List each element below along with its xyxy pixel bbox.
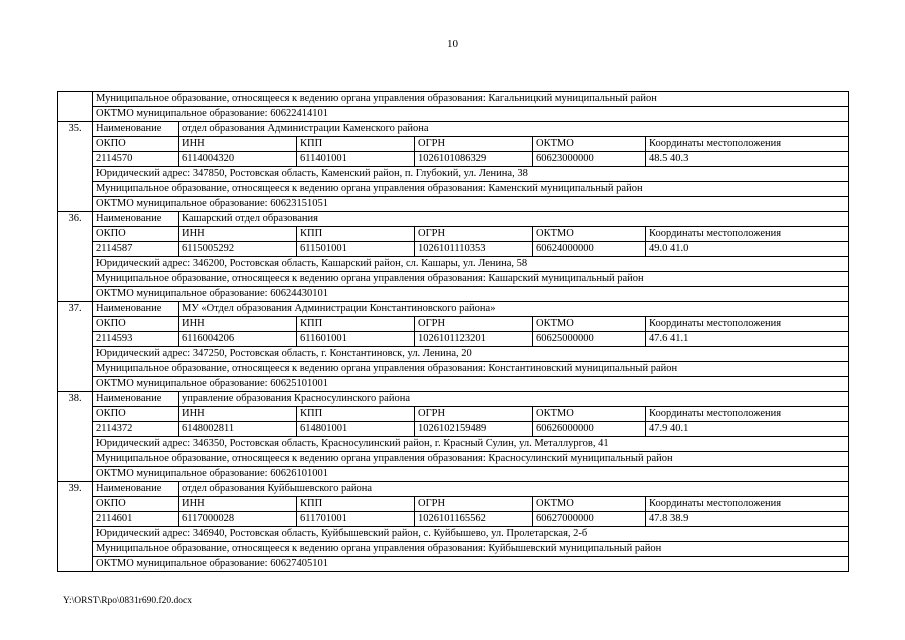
okpo-header: ОКПО bbox=[93, 317, 179, 332]
name-label: Наименование bbox=[93, 302, 179, 317]
coords-header: Координаты местоположения bbox=[646, 497, 849, 512]
inn-value: 6115005292 bbox=[179, 242, 297, 257]
table-row bbox=[58, 362, 849, 377]
org-name: отдел образования Администрации Каменского района bbox=[179, 122, 849, 137]
table-row bbox=[58, 482, 849, 497]
table-row bbox=[58, 92, 849, 107]
table-row bbox=[58, 437, 849, 452]
municipality-cell: Муниципальное образование, относящееся к ведению органа управления образования: Красносулинский муниципальный район bbox=[93, 452, 849, 467]
inn-value: 6148002811 bbox=[179, 422, 297, 437]
table-row bbox=[58, 287, 849, 302]
okpo-value: 2114587 bbox=[93, 242, 179, 257]
ogrn-value: 1026101110353 bbox=[415, 242, 533, 257]
oktmo-value: 60624000000 bbox=[533, 242, 646, 257]
coords-header: Координаты местоположения bbox=[646, 407, 849, 422]
kpp-value: 611701001 bbox=[297, 512, 415, 527]
kpp-header: КПП bbox=[297, 137, 415, 152]
org-name: МУ «Отдел образования Администрации Константиновского района» bbox=[179, 302, 849, 317]
table-row bbox=[58, 302, 849, 317]
municipality-cell: Муниципальное образование, относящееся к ведению органа управления образования: Константиновский муниципальный район bbox=[93, 362, 849, 377]
inn-value: 6116004206 bbox=[179, 332, 297, 347]
kpp-header: КПП bbox=[297, 317, 415, 332]
kpp-header: КПП bbox=[297, 227, 415, 242]
oktmo-mo-cell: ОКТМО муниципальное образование: 60624430101 bbox=[93, 287, 849, 302]
name-label: Наименование bbox=[93, 212, 179, 227]
table-row bbox=[58, 137, 849, 152]
kpp-header: КПП bbox=[297, 407, 415, 422]
table-row bbox=[58, 272, 849, 287]
row-number-cell bbox=[58, 92, 93, 122]
oktmo-value: 60625000000 bbox=[533, 332, 646, 347]
entry-number: 37. bbox=[58, 302, 93, 392]
municipality-cell: Муниципальное образование, относящееся к ведению органа управления образования: Кашарский муниципальный район bbox=[93, 272, 849, 287]
coords-value: 47.9 40.1 bbox=[646, 422, 849, 437]
ogrn-header: ОГРН bbox=[415, 407, 533, 422]
okpo-value: 2114601 bbox=[93, 512, 179, 527]
name-label: Наименование bbox=[93, 482, 179, 497]
name-label: Наименование bbox=[93, 392, 179, 407]
oktmo-mo-cell: ОКТМО муниципальное образование: 60623151051 bbox=[93, 197, 849, 212]
table-row bbox=[58, 152, 849, 167]
municipality-cell: Муниципальное образование, относящееся к ведению органа управления образования: Кагальницкий муниципальный район bbox=[93, 92, 849, 107]
okpo-value: 2114372 bbox=[93, 422, 179, 437]
inn-header: ИНН bbox=[179, 317, 297, 332]
legal-address: Юридический адрес: 347250, Ростовская область, г. Константиновск, ул. Ленина, 20 bbox=[93, 347, 849, 362]
inn-header: ИНН bbox=[179, 137, 297, 152]
ogrn-header: ОГРН bbox=[415, 137, 533, 152]
inn-header: ИНН bbox=[179, 407, 297, 422]
coords-value: 47.8 38.9 bbox=[646, 512, 849, 527]
table-row bbox=[58, 227, 849, 242]
kpp-header: КПП bbox=[297, 497, 415, 512]
table-row bbox=[58, 422, 849, 437]
kpp-value: 611601001 bbox=[297, 332, 415, 347]
ogrn-header: ОГРН bbox=[415, 317, 533, 332]
legal-address: Юридический адрес: 346200, Ростовская область, Кашарский район, сл. Кашары, ул. Ленина, 58 bbox=[93, 257, 849, 272]
oktmo-mo-cell: ОКТМО муниципальное образование: 60626101001 bbox=[93, 467, 849, 482]
org-name: Кашарский отдел образования bbox=[179, 212, 849, 227]
table-row bbox=[58, 407, 849, 422]
coords-value: 47.6 41.1 bbox=[646, 332, 849, 347]
table-row bbox=[58, 332, 849, 347]
table-row bbox=[58, 197, 849, 212]
table-row bbox=[58, 107, 849, 122]
inn-value: 6117000028 bbox=[179, 512, 297, 527]
table-row bbox=[58, 557, 849, 572]
table-row bbox=[58, 467, 849, 482]
ogrn-value: 1026102159489 bbox=[415, 422, 533, 437]
inn-header: ИНН bbox=[179, 227, 297, 242]
table-row bbox=[58, 182, 849, 197]
org-name: управление образования Красносулинского района bbox=[179, 392, 849, 407]
coords-header: Координаты местоположения bbox=[646, 317, 849, 332]
coords-header: Координаты местоположения bbox=[646, 137, 849, 152]
file-path-footer: Y:\ORST\Rpo\0831r690.f20.docx bbox=[63, 596, 192, 606]
oktmo-header: ОКТМО bbox=[533, 227, 646, 242]
oktmo-value: 60623000000 bbox=[533, 152, 646, 167]
name-label: Наименование bbox=[93, 122, 179, 137]
table-row bbox=[58, 392, 849, 407]
table-row bbox=[58, 527, 849, 542]
inn-value: 6114004320 bbox=[179, 152, 297, 167]
okpo-value: 2114593 bbox=[93, 332, 179, 347]
legal-address: Юридический адрес: 347850, Ростовская область, Каменский район, п. Глубокий, ул. Ленина, 38 bbox=[93, 167, 849, 182]
table-row bbox=[58, 377, 849, 392]
oktmo-value: 60626000000 bbox=[533, 422, 646, 437]
legal-address: Юридический адрес: 346940, Ростовская область, Куйбышевский район, с. Куйбышево, ул. Пролетарская, 2-б bbox=[93, 527, 849, 542]
oktmo-mo-cell: ОКТМО муниципальное образование: 60627405101 bbox=[93, 557, 849, 572]
table-row bbox=[58, 317, 849, 332]
entry-number: 36. bbox=[58, 212, 93, 302]
table-row bbox=[58, 122, 849, 137]
organizations-table bbox=[57, 91, 849, 572]
ogrn-header: ОГРН bbox=[415, 497, 533, 512]
kpp-value: 614801001 bbox=[297, 422, 415, 437]
legal-address: Юридический адрес: 346350, Ростовская область, Красносулинский район, г. Красный Сулин, ул. Металлургов, 41 bbox=[93, 437, 849, 452]
okpo-header: ОКПО bbox=[93, 137, 179, 152]
ogrn-value: 1026101123201 bbox=[415, 332, 533, 347]
municipality-cell: Муниципальное образование, относящееся к ведению органа управления образования: Куйбышевский муниципальный район bbox=[93, 542, 849, 557]
table-row bbox=[58, 347, 849, 362]
okpo-header: ОКПО bbox=[93, 227, 179, 242]
table-row bbox=[58, 497, 849, 512]
okpo-header: ОКПО bbox=[93, 407, 179, 422]
entry-number: 35. bbox=[58, 122, 93, 212]
coords-value: 48.5 40.3 bbox=[646, 152, 849, 167]
table-row bbox=[58, 242, 849, 257]
oktmo-header: ОКТМО bbox=[533, 497, 646, 512]
table-row bbox=[58, 257, 849, 272]
table-row bbox=[58, 512, 849, 527]
ogrn-value: 1026101165562 bbox=[415, 512, 533, 527]
oktmo-mo-cell: ОКТМО муниципальное образование: 60622414101 bbox=[93, 107, 849, 122]
table-row bbox=[58, 167, 849, 182]
okpo-value: 2114570 bbox=[93, 152, 179, 167]
oktmo-header: ОКТМО bbox=[533, 317, 646, 332]
coords-value: 49.0 41.0 bbox=[646, 242, 849, 257]
page-number: 10 bbox=[447, 38, 458, 50]
ogrn-value: 1026101086329 bbox=[415, 152, 533, 167]
table-row bbox=[58, 212, 849, 227]
oktmo-header: ОКТМО bbox=[533, 137, 646, 152]
oktmo-mo-cell: ОКТМО муниципальное образование: 60625101001 bbox=[93, 377, 849, 392]
okpo-header: ОКПО bbox=[93, 497, 179, 512]
kpp-value: 611401001 bbox=[297, 152, 415, 167]
municipality-cell: Муниципальное образование, относящееся к ведению органа управления образования: Каменский муниципальный район bbox=[93, 182, 849, 197]
table-row bbox=[58, 542, 849, 557]
entry-number: 38. bbox=[58, 392, 93, 482]
inn-header: ИНН bbox=[179, 497, 297, 512]
entry-number: 39. bbox=[58, 482, 93, 572]
kpp-value: 611501001 bbox=[297, 242, 415, 257]
table-row bbox=[58, 452, 849, 467]
oktmo-value: 60627000000 bbox=[533, 512, 646, 527]
oktmo-header: ОКТМО bbox=[533, 407, 646, 422]
ogrn-header: ОГРН bbox=[415, 227, 533, 242]
coords-header: Координаты местоположения bbox=[646, 227, 849, 242]
org-name: отдел образования Куйбышевского района bbox=[179, 482, 849, 497]
